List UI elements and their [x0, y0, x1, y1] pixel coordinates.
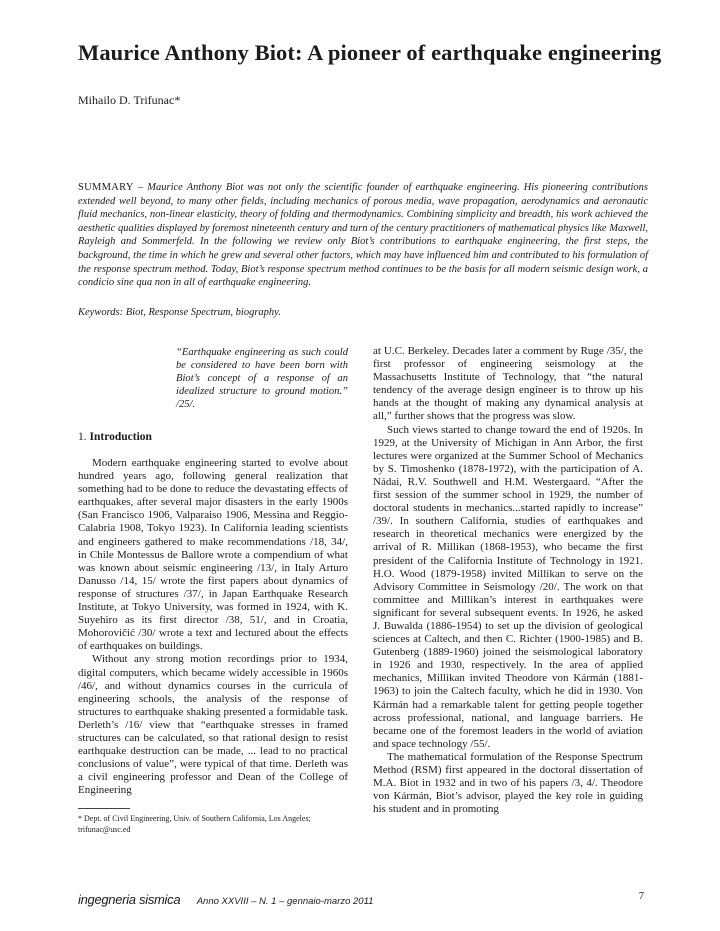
keywords-line: Keywords: Biot, Response Spectrum, biography.	[78, 307, 281, 318]
body-paragraph: Modern earthquake engineering started to evolve about hundred years ago, following general realization that something had to be done to reduce the devastating effects of earthquakes, after several major disasters in the early 1900s (San Francisco 1906, Valparaiso 1906, Messina and Reggio-Calabria 1908, Tokyo 1923). In California leading scientists and engineers gathered to make recommendations /18, 34/, in Chile Montessus de Ballore wrote a compendium of what was known about seismic engineering /13/, in Italy Arturo Danusso /14, 15/ wrote the first papers about dynamics of response of structures /37/, in Japan Earthquake Research Institute, at Tokyo University, was formed in 1924, with K. Suyehiro as its first director /38, 51/, and in Croatia, Mohorovičić /30/ wrote a text and lectured about the effects of earthquakes on buildings.	[78, 457, 348, 653]
page-footer	[78, 891, 644, 907]
epigraph-quote: “Earthquake engineering as such could be considered to have been born with Biot’s concept of a response of an idealized structure to ground motion.” /25/.	[176, 347, 348, 410]
body-paragraph: The mathematical formulation of the Response Spectrum Method (RSM) first appeared in the doctoral dissertation of M.A. Biot in 1932 and in two of his papers /3, 4/. Theodore von Kármán, Biot’s advisor, played the key role in guiding his student and in promoting	[373, 750, 643, 816]
body-paragraph: at U.C. Berkeley. Decades later a comment by Ruge /35/, the first professor of engineering seismology at the Massachusetts Institute of Technology, that “the natural tendency of the average design engineer is to throw up his hands at the thought of making any dynamical analysis at all,” further shows that the progress was slow.	[373, 345, 643, 423]
section-heading	[78, 431, 152, 443]
summary-abstract	[78, 181, 648, 290]
author-line: Mihailo D. Trifunac*	[78, 93, 181, 107]
summary-text: – Maurice Anthony Biot was not only the scientific founder of earthquake engineering. His pioneering contributions extended well beyond, to many other fields, including mechanics of porous media, wave propagation, aerodynamics and aeronautic fluid mechanics, non-linear elasticity, theory of folding and thermodynamics. Combining simplicity and breadth, his work achieved the aesthetic qualities displayed by foremost nineteenth century and turn of the century practitioners of mathematical physics like Maxwell, Rayleigh and Sommerfeld. In the following we review only Biot’s contributions to earthquake engineering, the first steps, the background, the time in which he grew and several other factors, which may have influenced him and contributed to his formulation of the response spectrum method. Today, Biot’s response spectrum method continues to be the basis for all modern seismic design work, a condicio sine qua non in all of earthquake engineering.	[78, 182, 648, 289]
paper-title: Maurice Anthony Biot: A pioneer of earthquake engineering	[78, 40, 662, 65]
section-title: Introduction	[89, 431, 152, 443]
summary-label: SUMMARY	[78, 182, 134, 193]
author-footnote: * Dept. of Civil Engineering, Univ. of Southern California, Los Angeles; trifunac@usc.ed	[78, 814, 311, 834]
section-number: 1.	[78, 431, 87, 443]
issue-info: Anno XXVIII – N. 1 – gennaio-marzo 2011	[196, 896, 374, 907]
footnote-divider	[78, 808, 130, 809]
right-column	[373, 345, 643, 816]
page-number: 7	[638, 891, 644, 902]
body-paragraph: Without any strong motion recordings prior to 1934, digital computers, which became widely accessible in 1960s /46/, and without dynamics courses in the curricula of engineering schools, the analysis of the response of structures to earthquake shaking presented a formidable task. Derleth’s /16/ view that “earthquake stresses in framed structures can be calculated, so that rational design to resist earthquake destruction can be made, ... lead to no practical conclusions of value”, were typical of that time. Derleth was a civil engineering professor and Dean of the College of Engineering	[78, 653, 348, 797]
journal-logo: ingegneria sismica	[78, 892, 181, 907]
body-paragraph: Such views started to change toward the end of 1920s. In 1929, at the University of Michigan in Ann Arbor, the first lectures were organized at the Summer School of Mechanics by S. Timoshenko (1878-1972), with the participation of A. Nádai, R.V. Southwell and H.M. Westergaard. “After the first session of the summer school in 1929, the number of doctoral students in mechanics...started rapidly to increase” /39/. In southern California, studies of earthquakes and research in theoretical mechanics were energized by the arrival of R. Millikan (1868-1953), who became the first president of the California Institute of Technology in 1921. H.O. Wood (1879-1958) invited Millikan to serve on the Advisory Committee in Seismology /20/. The work on that committee and Millikan’s interest in earthquakes were significant for several subsequent events. In 1926, he asked J. Buwalda (1886-1954) to set up the division of geological sciences at Caltech, and then C. Richter (1900-1985) and B. Gutenberg (1889-1960) joined the seismological laboratory in 1926 and 1930, respectively. In the area of applied mechanics, Millikan invited Theodore von Kármán (1881-1963) to join the Caltech faculty, which he did in 1930. Von Kármán had a remarkable talent for getting people together across professional, national, and language barriers. He became one of the foremost leaders in the world of aviation and space technology /55/.	[373, 423, 643, 750]
left-column	[78, 457, 348, 797]
